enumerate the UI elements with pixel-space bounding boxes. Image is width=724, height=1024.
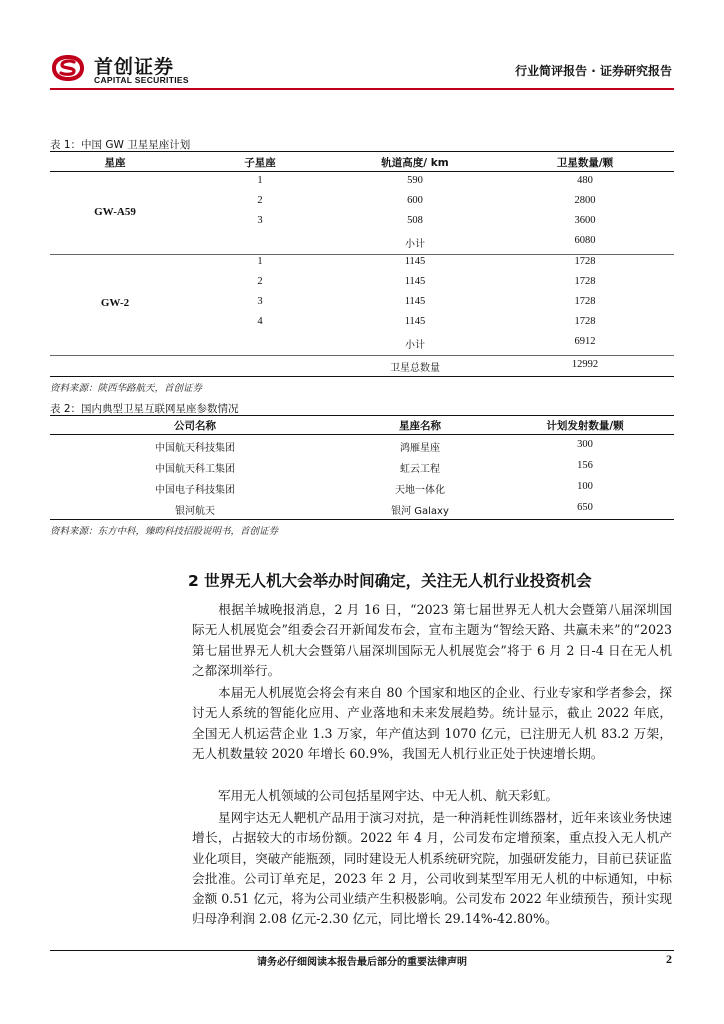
- table2-cell-constellation: 天地一体化: [395, 485, 445, 496]
- table1-cell-subtotal-label: 小计: [405, 340, 425, 351]
- table2-header-count: 计划发射数量/颗: [546, 420, 624, 432]
- table1-group-divider: [50, 254, 674, 255]
- table1-header-height: 轨道高度/ km: [381, 157, 449, 169]
- page-number: 2: [666, 952, 672, 966]
- table1-cell-subtotal-label: 小计: [405, 239, 425, 250]
- table2-bottom-rule: [50, 519, 674, 520]
- capital-securities-logo-icon: [50, 53, 86, 83]
- table2-cell-constellation: 虹云工程: [400, 464, 440, 475]
- table2-cell-company: 中国航天科技集团: [155, 443, 235, 454]
- paragraph-text: 星网宇达无人靶机产品用于演习对抗，是一种消耗性训练器材，近年来该业务快速增长，占据较大的市场份额。2022 年 4 月，公司发布定增预案，重点投入无人机产业化项目，突破产能瓶颈，同时建设无人机系统研究院，加强研发能力，目前已获证监会批准。公司订单充足，2023 年 2 月，公司收到某型军用无人机的中标通知，中标金额 0.51 亿元，将为公司业绩产生积极影响。公司发布 2022 年业绩预告，预计实现归母净利润 2.08 亿元-2.30 亿元，同比增长 29.14%-42.80%。: [192, 810, 672, 927]
- page-header: [50, 50, 674, 88]
- table2-cell-count: 156: [577, 460, 593, 471]
- table1-cell-sub: 1: [257, 256, 263, 267]
- table1-cell-sub: 1: [257, 175, 263, 186]
- table2-cell-company: 中国航天科工集团: [155, 464, 235, 475]
- table2-cell-company: 中国电子科技集团: [155, 485, 235, 496]
- table1-header-constellation: 星座: [104, 157, 126, 169]
- table1-group-label: GW-2: [100, 297, 130, 309]
- table1-bottom-rule: [50, 376, 674, 377]
- footer-disclaimer: 请务必仔细阅读本报告最后部分的重要法律声明: [257, 957, 467, 968]
- table1-cell-count: 1728: [574, 316, 596, 327]
- table2-cell-constellation: 银河 Galaxy: [391, 506, 449, 517]
- table2-cell-count: 650: [577, 502, 593, 513]
- table2-top-rule: [50, 415, 674, 416]
- header-divider: [50, 88, 674, 90]
- table1-cell-count: 6080: [574, 235, 596, 246]
- table1-cell-height: 508: [407, 215, 423, 226]
- table1-header-rule: [50, 171, 674, 172]
- table2-cell-constellation: 鸿雁星座: [400, 443, 440, 454]
- table1-cell-sub: 2: [257, 276, 263, 287]
- table2-source: 资料来源：东方中科，臻昀科技招股说明书，首创证券: [50, 526, 279, 537]
- table1-header-count: 卫星数量/颗: [556, 157, 614, 169]
- table1-cell-height: 1145: [404, 256, 426, 267]
- table1-cell-count: 1728: [574, 296, 596, 307]
- table1-cell-count: 480: [577, 175, 593, 186]
- table1-cell-count: 2800: [574, 195, 596, 206]
- table1-cell-sub: 4: [257, 316, 263, 327]
- body-paragraph: [192, 808, 672, 930]
- table1-cell-sub: 3: [257, 215, 263, 226]
- table1-cell-count: 6912: [574, 336, 596, 347]
- footer-divider: [50, 950, 674, 951]
- table1-group-label: GW-A59: [94, 206, 136, 218]
- company-logo: [50, 50, 230, 88]
- table1-cell-height: 590: [407, 175, 423, 186]
- logo-english-name: CAPITAL SECURITIES: [94, 75, 189, 85]
- table1-cell-height: 1145: [404, 276, 426, 287]
- logo-chinese-name: 首创证券: [94, 56, 175, 78]
- report-type: 行业简评报告 · 证券研究报告: [515, 64, 672, 78]
- table1-top-rule: [50, 151, 674, 152]
- table1-cell-height: 1145: [404, 296, 426, 307]
- paragraph-text: 本届无人机展览会将会有来自 80 个国家和地区的企业、行业专家和学者参会，探讨无人系统的智能化应用、产业落地和未来发展趋势。统计显示，截止 2022 年底，全国无人机运营企业 1.3 万家，年产值达到 1070 亿元，已注册无人机 83.2 万架，无人机数量较 2020 年增长 60.9%，我国无人机行业正处于快速增长期。: [192, 685, 672, 761]
- table1-cell-sub: 3: [257, 296, 263, 307]
- body-paragraph: [192, 786, 672, 806]
- table1-header-sub: 子星座: [244, 157, 276, 169]
- table1-cell-height: 1145: [404, 316, 426, 327]
- table1-source: 资料来源：陕西华路航天，首创证券: [50, 383, 203, 394]
- table1-cell-count: 1728: [574, 256, 596, 267]
- paragraph-text: 根据羊城晚报消息，2 月 16 日，“2023 第七届世界无人机大会暨第八届深圳国际无人机展览会”组委会召开新闻发布会，宣布主题为“智绘天路、共赢未来”的“2023 第七届世界无人机大会暨第八届深圳国际无人机展览会”将于 6 月 2 日-4 日在无人机之都深圳举行。: [192, 602, 672, 678]
- section-title: 2 世界无人机大会举办时间确定，关注无人机行业投资机会: [188, 572, 592, 590]
- table1-total-label: 卫星总数量: [390, 363, 440, 374]
- table2-header-rule: [50, 434, 674, 435]
- table1-cell-height: 600: [407, 195, 423, 206]
- table2-cell-count: 300: [577, 439, 593, 450]
- table2-header-constellation: 星座名称: [399, 420, 441, 432]
- table1-total-divider: [50, 355, 674, 356]
- table2-cell-company: 银河航天: [175, 506, 215, 517]
- table1-cell-count: 1728: [574, 276, 596, 287]
- table2-caption: 表 2：国内典型卫星互联网星座参数情况: [50, 403, 239, 415]
- body-paragraph: [192, 600, 672, 681]
- table1-total-value: 12992: [571, 359, 599, 370]
- paragraph-text: 军用无人机领域的公司包括星网宇达、中无人机、航天彩虹。: [218, 788, 559, 803]
- body-paragraph: [192, 683, 672, 764]
- table2-header-company: 公司名称: [174, 420, 216, 432]
- table1-caption: 表 1：中国 GW 卫星星座计划: [50, 139, 191, 151]
- table1-cell-sub: 2: [257, 195, 263, 206]
- table1-cell-count: 3600: [574, 215, 596, 226]
- table2-cell-count: 100: [577, 481, 593, 492]
